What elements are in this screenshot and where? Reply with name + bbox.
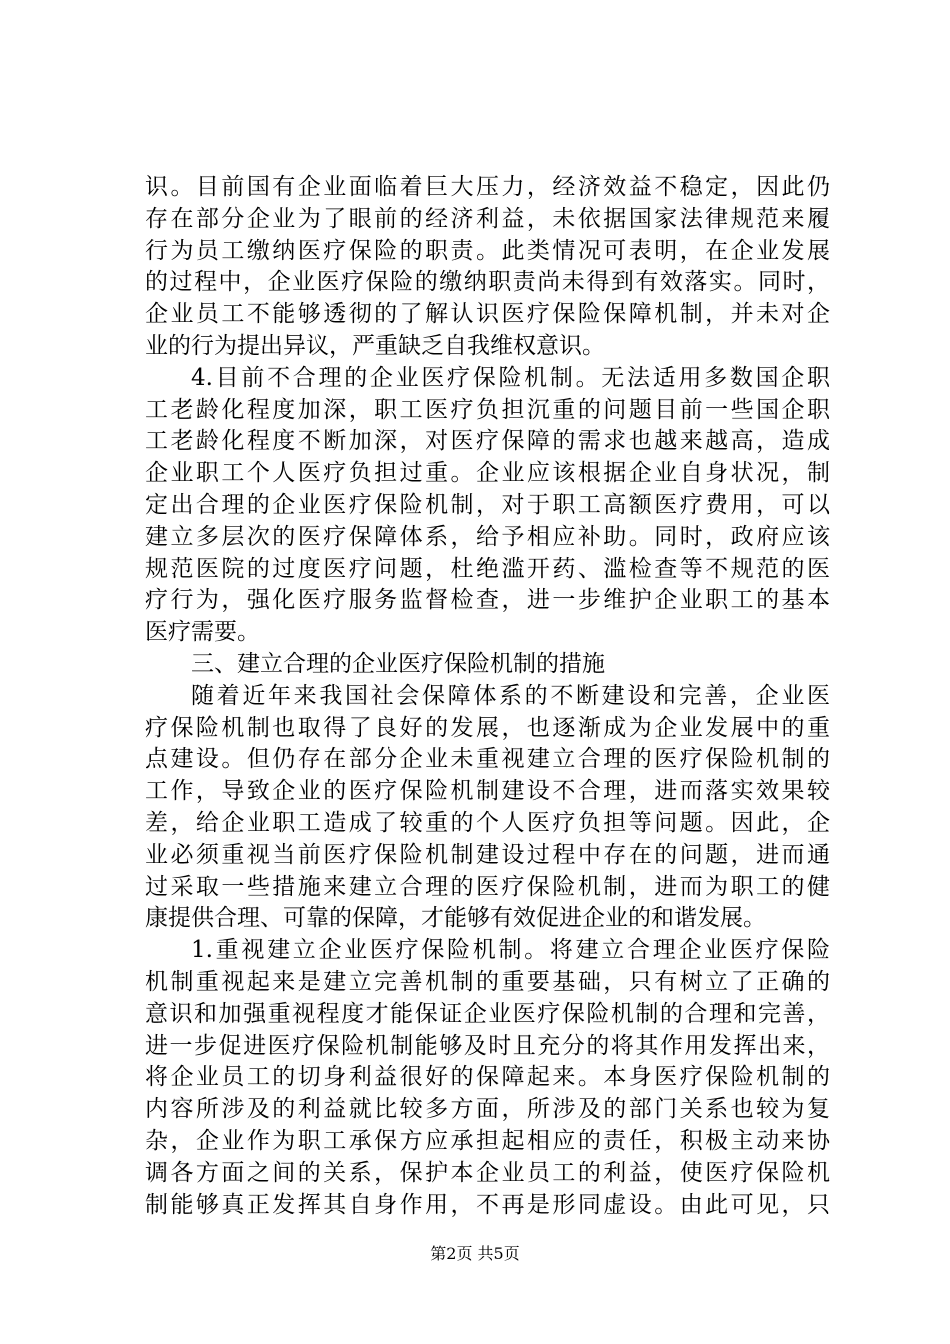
- text-line: 随着近年来我国社会保障体系的不断建设和完善，企业医: [191, 682, 830, 709]
- text-line: 差，给企业职工造成了较重的个人医疗负担等问题。因此，企: [145, 809, 830, 836]
- text-line: 制能够真正发挥其自身作用，不再是形同虚设。由此可见，只: [145, 1191, 830, 1218]
- text-line: 疗保险机制也取得了良好的发展，也逐渐成为企业发展中的重: [145, 714, 830, 741]
- page-number-footer: 第2页 共5页: [430, 1244, 520, 1263]
- section-heading: 三、建立合理的企业医疗保险机制的措施: [191, 650, 605, 677]
- text-line: 行为员工缴纳医疗保险的职责。此类情况可表明，在企业发展: [145, 237, 830, 264]
- text-line: 将企业员工的切身利益很好的保障起来。本身医疗保险机制的: [145, 1064, 830, 1091]
- text-line: 过采取一些措施来建立合理的医疗保险机制，进而为职工的健: [145, 873, 830, 900]
- text-line: 的过程中，企业医疗保险的缴纳职责尚未得到有效落实。同时，: [145, 269, 830, 296]
- text-line: 调各方面之间的关系，保护本企业员工的利益，使医疗保险机: [145, 1159, 830, 1186]
- text-line: 存在部分企业为了眼前的经济利益，未依据国家法律规范来履: [145, 205, 830, 232]
- text-line: 企业职工个人医疗负担过重。企业应该根据企业自身状况，制: [145, 460, 830, 487]
- text-line: 工作，导致企业的医疗保险机制建设不合理，进而落实效果较: [145, 778, 830, 805]
- body-text: [145, 172, 830, 1221]
- text-line: 点建设。但仍存在部分企业未重视建立合理的医疗保险机制的: [145, 746, 830, 773]
- text-line: 业的行为提出异议，严重缺乏自我维权意识。: [145, 332, 605, 359]
- text-line: 进一步促进医疗保险机制能够及时且充分的将其作用发挥出来，: [145, 1032, 830, 1059]
- text-line: 4.目前不合理的企业医疗保险机制。无法适用多数国企职: [191, 364, 830, 391]
- text-line: 杂，企业作为职工承保方应承担起相应的责任，积极主动来协: [145, 1127, 830, 1154]
- text-line: 建立多层次的医疗保障体系，给予相应补助。同时，政府应该: [145, 523, 830, 550]
- text-line: 疗行为，强化医疗服务监督检查，进一步维护企业职工的基本: [145, 587, 830, 614]
- text-line: 识。目前国有企业面临着巨大压力，经济效益不稳定，因此仍: [145, 174, 830, 200]
- text-line: 机制重视起来是建立完善机制的重要基础，只有树立了正确的: [145, 968, 830, 995]
- text-line: 1.重视建立企业医疗保险机制。将建立合理企业医疗保险: [191, 937, 830, 964]
- text-line: 医疗需要。: [145, 619, 260, 646]
- text-line: 工老龄化程度不断加深，对医疗保障的需求也越来越高，造成: [145, 428, 830, 455]
- text-line: 内容所涉及的利益就比较多方面，所涉及的部门关系也较为复: [145, 1096, 830, 1123]
- text-line: 康提供合理、可靠的保障，才能够有效促进企业的和谐发展。: [145, 905, 766, 932]
- text-line: 定出合理的企业医疗保险机制，对于职工高额医疗费用，可以: [145, 491, 830, 518]
- text-line: 工老龄化程度加深，职工医疗负担沉重的问题目前一些国企职: [145, 396, 830, 423]
- text-line: 业必须重视当前医疗保险机制建设过程中存在的问题，进而通: [145, 841, 830, 868]
- text-line: 企业员工不能够透彻的了解认识医疗保险保障机制，并未对企: [145, 301, 830, 328]
- text-line: 规范医院的过度医疗问题，杜绝滥开药、滥检查等不规范的医: [145, 555, 830, 582]
- text-line: 意识和加强重视程度才能保证企业医疗保险机制的合理和完善，: [145, 1000, 830, 1027]
